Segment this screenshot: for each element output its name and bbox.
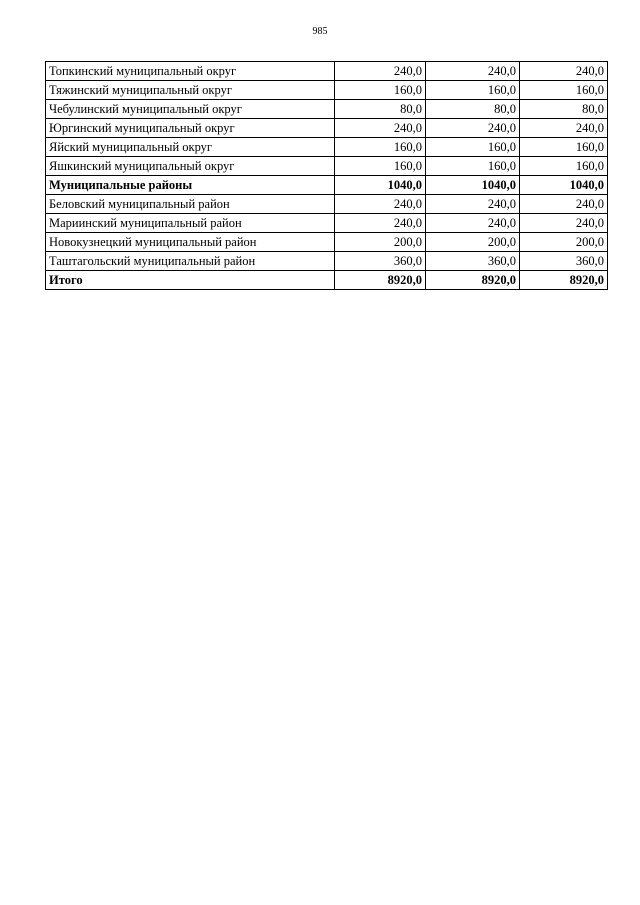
row-value-2-cell: 80,0 bbox=[426, 100, 520, 119]
table-row bbox=[46, 138, 608, 157]
table-row bbox=[46, 233, 608, 252]
row-value-1-cell: 8920,0 bbox=[335, 271, 426, 290]
row-value-2-cell: 240,0 bbox=[426, 62, 520, 81]
table-row bbox=[46, 252, 608, 271]
row-value-2-cell: 200,0 bbox=[426, 233, 520, 252]
row-value-3-cell: 160,0 bbox=[520, 138, 608, 157]
row-name-cell: Тяжинский муниципальный округ bbox=[46, 81, 335, 100]
row-value-2-cell: 240,0 bbox=[426, 119, 520, 138]
row-value-3-cell: 240,0 bbox=[520, 195, 608, 214]
row-value-2-cell: 360,0 bbox=[426, 252, 520, 271]
budget-table bbox=[45, 61, 608, 290]
row-value-2-cell: 160,0 bbox=[426, 138, 520, 157]
row-value-1-cell: 240,0 bbox=[335, 195, 426, 214]
row-name-cell: Мариинский муниципальный район bbox=[46, 214, 335, 233]
row-value-1-cell: 240,0 bbox=[335, 119, 426, 138]
row-value-1-cell: 160,0 bbox=[335, 81, 426, 100]
row-name-cell: Чебулинский муниципальный округ bbox=[46, 100, 335, 119]
table-row bbox=[46, 62, 608, 81]
row-name-cell: Яшкинский муниципальный округ bbox=[46, 157, 335, 176]
page-number: 985 bbox=[312, 26, 328, 37]
row-value-1-cell: 160,0 bbox=[335, 157, 426, 176]
row-value-1-cell: 1040,0 bbox=[335, 176, 426, 195]
row-value-3-cell: 360,0 bbox=[520, 252, 608, 271]
row-value-3-cell: 160,0 bbox=[520, 157, 608, 176]
table-row bbox=[46, 81, 608, 100]
row-name-cell: Таштагольский муниципальный район bbox=[46, 252, 335, 271]
row-name-cell: Итого bbox=[46, 271, 335, 290]
row-value-2-cell: 160,0 bbox=[426, 157, 520, 176]
row-value-1-cell: 200,0 bbox=[335, 233, 426, 252]
row-value-1-cell: 80,0 bbox=[335, 100, 426, 119]
table-row bbox=[46, 100, 608, 119]
row-value-2-cell: 160,0 bbox=[426, 81, 520, 100]
table-row bbox=[46, 119, 608, 138]
row-name-cell: Муниципальные районы bbox=[46, 176, 335, 195]
row-value-1-cell: 240,0 bbox=[335, 214, 426, 233]
row-name-cell: Юргинский муниципальный округ bbox=[46, 119, 335, 138]
row-name-cell: Топкинский муниципальный округ bbox=[46, 62, 335, 81]
table-row bbox=[46, 157, 608, 176]
table-row-total bbox=[46, 176, 608, 195]
table-row-total bbox=[46, 271, 608, 290]
row-value-3-cell: 8920,0 bbox=[520, 271, 608, 290]
row-value-3-cell: 80,0 bbox=[520, 100, 608, 119]
row-value-3-cell: 240,0 bbox=[520, 62, 608, 81]
row-value-3-cell: 1040,0 bbox=[520, 176, 608, 195]
row-value-3-cell: 240,0 bbox=[520, 214, 608, 233]
table-row bbox=[46, 195, 608, 214]
row-value-1-cell: 240,0 bbox=[335, 62, 426, 81]
table-body bbox=[46, 62, 608, 290]
row-value-3-cell: 200,0 bbox=[520, 233, 608, 252]
row-value-2-cell: 240,0 bbox=[426, 214, 520, 233]
row-name-cell: Беловский муниципальный район bbox=[46, 195, 335, 214]
row-value-2-cell: 1040,0 bbox=[426, 176, 520, 195]
row-value-2-cell: 8920,0 bbox=[426, 271, 520, 290]
row-value-1-cell: 360,0 bbox=[335, 252, 426, 271]
row-value-2-cell: 240,0 bbox=[426, 195, 520, 214]
row-value-3-cell: 160,0 bbox=[520, 81, 608, 100]
row-name-cell: Яйский муниципальный округ bbox=[46, 138, 335, 157]
table-row bbox=[46, 214, 608, 233]
row-value-3-cell: 240,0 bbox=[520, 119, 608, 138]
row-value-1-cell: 160,0 bbox=[335, 138, 426, 157]
row-name-cell: Новокузнецкий муниципальный район bbox=[46, 233, 335, 252]
